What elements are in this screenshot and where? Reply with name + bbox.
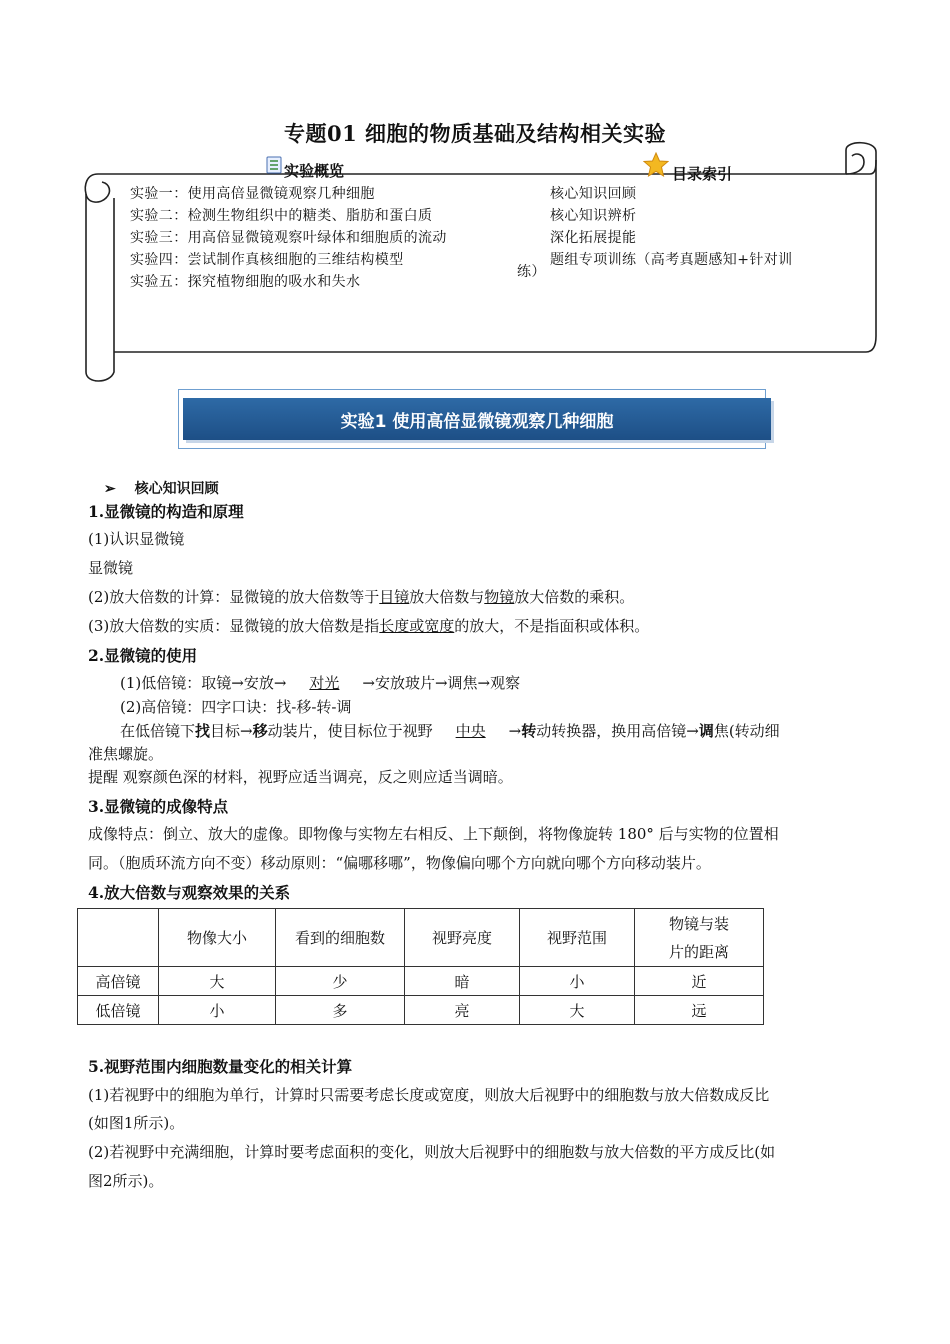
star-icon [643, 152, 669, 178]
comparison-table [77, 908, 764, 1025]
header-line: 片的距离 [668, 942, 729, 961]
table-header-cell: 视野亮度 [405, 909, 520, 967]
experiment-item[interactable]: 实验四：尝试制作真核细胞的三维结构模型 [130, 252, 404, 268]
s2-high: (2)高倍镜：四字口诀：找-移-转-调 [120, 698, 352, 716]
s1-p3-text3: 放大倍数的乘积。 [514, 588, 635, 606]
answer-length: 长度或宽度 [379, 617, 455, 635]
experiment-item[interactable]: 实验一：使用高倍显微镜观察几种细胞 [130, 186, 375, 202]
proc-text: → [508, 722, 522, 740]
table-cell: 高倍镜 [78, 967, 159, 996]
index-item[interactable]: 核心知识辨析 [550, 208, 637, 224]
s2-proc [120, 720, 780, 742]
table-header-row [78, 909, 764, 967]
experiment-item[interactable]: 实验五：探究植物细胞的吸水和失水 [130, 274, 361, 290]
index-item[interactable]: 核心知识回顾 [550, 186, 637, 202]
index-list [550, 183, 840, 271]
s4-heading: 4.放大倍数与观察效果的关系 [88, 883, 291, 902]
table-header-cell [78, 909, 159, 967]
table-header-cell: 物像大小 [159, 909, 276, 967]
proc-bold: 移 [252, 722, 268, 740]
table-cell: 暗 [405, 967, 520, 996]
banner-title: 实验1 使用高倍显微镜观察几种细胞 [183, 398, 771, 440]
s1-p4-text2: 的放大，不是指面积或体积。 [454, 617, 650, 635]
table-cell: 小 [520, 967, 635, 996]
table-cell: 大 [159, 967, 276, 996]
s1-p1: (1)认识显微镜 [88, 530, 185, 548]
s2-low-text2: →安放玻片→调焦→观察 [362, 674, 521, 692]
experiment-list [130, 183, 550, 293]
proc-bold: 转 [521, 722, 537, 740]
s5-p1b: (如图1所示)。 [88, 1114, 185, 1132]
experiment-item[interactable]: 实验二：检测生物组织中的糖类、脂肪和蛋白质 [130, 208, 433, 224]
s1-p3-text: (2)放大倍数的计算：显微镜的放大倍数等于 [88, 588, 380, 606]
s1-heading: 1.显微镜的构造和原理 [88, 502, 244, 521]
proc-text: 目标→ [210, 722, 253, 740]
table-row [78, 967, 764, 996]
table-cell: 亮 [405, 996, 520, 1025]
table-header-cell [635, 909, 764, 967]
table-cell: 远 [635, 996, 764, 1025]
s5-p1a: (1)若视野中的细胞为单行，计算时只需要考虑长度或宽度，则放大后视野中的细胞数与放大倍数成反比 [88, 1086, 770, 1104]
table-row [78, 996, 764, 1025]
page-title: 专题01 细胞的物质基础及结构相关实验 [283, 121, 667, 146]
s5-heading: 5.视野范围内细胞数量变化的相关计算 [88, 1057, 353, 1076]
proc-bold: 调 [698, 722, 714, 740]
table-cell: 多 [276, 996, 405, 1025]
table-cell: 小 [159, 996, 276, 1025]
proc-text: 动装片，使目标位于视野 [267, 722, 433, 740]
table-cell: 低倍镜 [78, 996, 159, 1025]
s5-p2b: 图2所示)。 [88, 1172, 164, 1190]
table-header-cell: 看到的细胞数 [276, 909, 405, 967]
index-item[interactable]: 深化拓展提能 [550, 230, 637, 246]
s2-heading: 2.显微镜的使用 [88, 646, 198, 665]
s2-tip: 提醒 观察颜色深的材料，视野应适当调亮，反之则应适当调暗。 [88, 768, 513, 786]
proc-text: 动转换器，换用高倍镜→ [536, 722, 699, 740]
s1-p3-text2: 放大倍数与 [409, 588, 485, 606]
s3-heading: 3.显微镜的成像特点 [88, 797, 229, 816]
section-label: 核心知识回顾 [134, 481, 219, 497]
table-cell: 近 [635, 967, 764, 996]
s2-low-text: (1)低倍镜：取镜→安放→ [120, 674, 287, 692]
s1-p3 [88, 586, 634, 608]
index-item[interactable]: 题组专项训练（高考真题感知+针对训 [550, 252, 793, 268]
answer-center: 中央 [455, 722, 486, 740]
s1-p4 [88, 615, 649, 637]
answer-objective: 物镜 [484, 588, 515, 606]
s1-p4-text: (3)放大倍数的实质：显微镜的放大倍数是指 [88, 617, 380, 635]
answer-light: 对光 [309, 674, 340, 692]
proc-text: 焦(转动细 [713, 722, 780, 740]
table-header-cell: 视野范围 [520, 909, 635, 967]
s2-proc-wrap: 准焦螺旋。 [88, 745, 164, 763]
experiment-item[interactable]: 实验三：用高倍显微镜观察叶绿体和细胞质的流动 [130, 230, 447, 246]
s3-line1: 成像特点：倒立、放大的虚像。即物像与实物左右相反、上下颠倒，将物像旋转 180° 后与实物的位置相 [88, 825, 779, 843]
index-heading: 目录索引 [672, 165, 733, 183]
table-cell: 大 [520, 996, 635, 1025]
table-cell: 少 [276, 967, 405, 996]
answer-eyepiece: 目镜 [379, 588, 410, 606]
proc-text: 在低倍镜下 [120, 722, 196, 740]
overview-heading: 实验概览 [284, 162, 345, 180]
s5-p2a: (2)若视野中充满细胞，计算时要考虑面积的变化，则放大后视野中的细胞数与放大倍数的平方成反比(如 [88, 1143, 776, 1161]
section-banner [178, 389, 766, 449]
s3-line2: 同。（胞质环流方向不变）移动原则：“偏哪移哪”，物像偏向哪个方向就向哪个方向移动装片。 [88, 854, 711, 872]
checklist-icon [266, 156, 282, 174]
header-line: 物镜与装 [668, 914, 729, 933]
s1-p2: 显微镜 [88, 559, 134, 577]
index-item-wrap: 练） [517, 264, 546, 280]
section-marker [104, 478, 219, 498]
s2-low [120, 672, 520, 694]
arrow-icon: ➢ [104, 481, 116, 497]
proc-bold: 找 [195, 722, 211, 740]
